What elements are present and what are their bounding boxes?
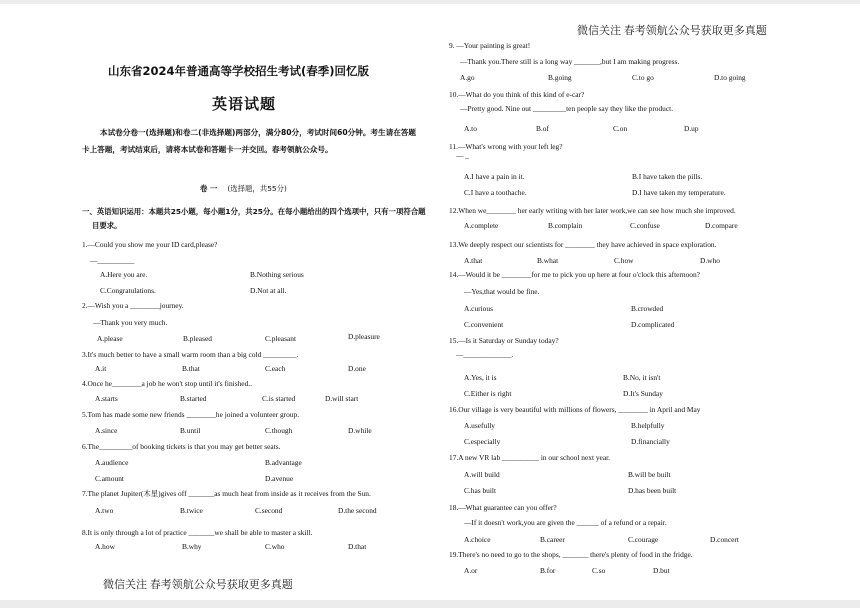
q6-option-b: B.advantage <box>265 458 302 467</box>
q14-option-c: C.convenient <box>464 320 504 329</box>
q2-option-b: B.pleased <box>183 334 212 343</box>
q11-option-c: C.I have a toothache. <box>464 188 527 197</box>
q8-option-c: C.who <box>265 542 285 551</box>
q16-option-c: C.especially <box>464 437 501 446</box>
q2-option-c: C.pleasant <box>265 334 296 343</box>
exam-subtitle: 英语试题 <box>212 95 277 113</box>
q4-option-d: D.will start <box>325 394 359 403</box>
q5-option-d: D.while <box>348 426 372 435</box>
exam-instructions: 本试卷分卷一(选择题)和卷二(非选择题)两部分，满分80分，考试时间60分钟。考生请在答题卡上答题，考试结束后，请将本试卷和答题卡一并交回。春考领航公众号。 <box>82 128 416 154</box>
q9-option-b: B.going <box>548 73 572 82</box>
q7-option-b: B.twice <box>180 506 203 515</box>
q3-option-a: A.it <box>95 364 107 373</box>
q12-option-c: C.confuse <box>630 221 660 230</box>
q3-option-c: C.each <box>265 364 286 373</box>
q13-option-b: B.what <box>537 256 559 265</box>
q12-stem: 12.When we________ her early writing with her later work,we can see how much she improved. <box>449 206 736 215</box>
watermark-top: 微信关注 春考领航公众号获取更多真题 <box>577 25 767 37</box>
q4-option-c: C.is started <box>262 394 296 403</box>
q11-blank: — _ <box>456 151 469 160</box>
q7-option-c: C.second <box>255 506 283 515</box>
scan-shade-bottom <box>0 600 860 608</box>
q14-reply: —Yes,that would be fine. <box>464 287 540 296</box>
q9-stem: 9. —Your painting is great! <box>449 41 531 50</box>
q16-option-d: D.financially <box>631 437 670 446</box>
q18-option-a: A.choice <box>464 535 491 544</box>
q2-option-a: A.please <box>97 334 123 343</box>
q8-option-a: A.how <box>95 542 115 551</box>
q2-stem: 2.—Wish you a ________journey. <box>82 301 184 310</box>
q6-stem: 6.The_________of booking tickets is that you may get better seats. <box>82 442 281 451</box>
q11-option-a: A.I have a pain in it. <box>464 172 525 181</box>
q13-option-d: D.who <box>700 256 720 265</box>
q7-stem: 7.The planet Jupiter(木星)gives off _______as much heat from inside as it receives from the Sun. <box>82 489 371 498</box>
q16-option-b: B.helpfully <box>631 421 665 430</box>
q10-option-a: A.to <box>464 124 477 133</box>
q13-option-a: A.that <box>464 256 483 265</box>
q3-option-b: B.that <box>182 364 200 373</box>
q11-option-b: B.I have taken the pills. <box>632 172 703 181</box>
q15-option-b: B.No, it isn't <box>623 373 661 382</box>
q3-stem: 3.It's much better to have a small warm room than a big cold _________. <box>82 350 299 359</box>
q8-stem: 8.It is only through a lot of practice _______we shall be able to master a skill. <box>82 528 313 537</box>
q19-option-d: D.but <box>653 566 670 575</box>
q1-option-a: A.Here you are. <box>100 270 148 279</box>
exam-title: 山东省2024年普通高等学校招生考试(春季)回忆版 <box>108 64 370 78</box>
q15-option-d: D.It's Sunday <box>623 389 663 398</box>
q9-option-c: C.to go <box>632 73 654 82</box>
q16-option-a: A.usefully <box>464 421 495 430</box>
q15-option-a: A.Yes, it is <box>464 373 497 382</box>
q6-option-c: C.amount <box>95 474 124 483</box>
q8-option-d: D.that <box>348 542 367 551</box>
q19-option-b: B.for <box>540 566 556 575</box>
q10-option-c: C.on <box>613 124 628 133</box>
q4-stem: 4.Once he________a job he won't stop until it's finished.. <box>82 379 252 388</box>
q6-option-d: D.avenue <box>265 474 294 483</box>
q1-stem: 1.—Could you show me your ID card,please? <box>82 240 218 249</box>
q1-option-c: C.Congratulations. <box>100 286 156 295</box>
q12-option-d: D.compare <box>705 221 738 230</box>
q6-option-a: A.audience <box>95 458 129 467</box>
q1-option-d: D.Not at all. <box>250 286 287 295</box>
section-label: 卷 一 <box>200 184 218 193</box>
q17-option-a: A.will build <box>464 470 500 479</box>
watermark-bottom: 微信关注 春考领航公众号获取更多真题 <box>103 579 293 591</box>
q17-option-b: B.will be built <box>628 470 671 479</box>
q10-stem: 10.—What do you think of this kind of e-car? <box>449 90 585 99</box>
section-note: (选择题，共55分) <box>227 184 287 193</box>
q1-blank: —__________ <box>90 256 135 265</box>
q19-option-a: A.or <box>464 566 478 575</box>
q7-option-a: A.two <box>95 506 114 515</box>
q9-option-d: D.to going <box>714 73 746 82</box>
q5-stem: 5.Tom has made some new friends ________he joined a volunteer group. <box>82 410 300 419</box>
q2-option-d: D.pleasure <box>348 332 380 341</box>
q18-stem: 18.—What guarantee can you offer? <box>449 503 557 512</box>
q14-stem: 14.—Would it be ________for me to pick you up here at four o'clock this afternoon? <box>449 270 700 279</box>
q14-option-d: D.complicated <box>631 320 675 329</box>
q12-option-b: B.complain <box>548 221 583 230</box>
q9-option-a: A.go <box>460 73 475 82</box>
q5-option-a: A.since <box>95 426 118 435</box>
q5-option-c: C.though <box>265 426 293 435</box>
q13-option-c: C.how <box>614 256 634 265</box>
q16-stem: 16.Our village is very beautiful with millions of flowers, ________ in April and May <box>449 405 701 414</box>
q14-option-b: B.crowded <box>631 304 664 313</box>
q9-reply: —Thank you.There still is a long way _______,but I am making progress. <box>460 57 680 66</box>
q19-stem: 19.There's no need to go to the shops, _______ there's plenty of food in the fridge. <box>449 550 693 559</box>
q18-reply: —If it doesn't work,you are given the ______ of a refund or a repair. <box>464 518 667 527</box>
q15-stem: 15.—Is it Saturday or Sunday today? <box>449 336 559 345</box>
q4-option-a: A.starts <box>95 394 118 403</box>
q2-reply: —Thank you very much. <box>93 318 168 327</box>
q5-option-b: B.until <box>180 426 201 435</box>
part-instructions: 一、英语知识运用：本题共25小题，每小题1分，共25分。在每小题给出的四个选项中，只有一项符合题目要求。 <box>82 207 426 230</box>
q18-option-c: C.courage <box>628 535 659 544</box>
q18-option-b: B.career <box>540 535 565 544</box>
scan-shade-top <box>0 0 860 4</box>
section-heading <box>200 178 287 196</box>
q17-option-d: D.has been built <box>628 486 677 495</box>
q10-option-b: B.of <box>536 124 549 133</box>
q10-option-d: D.up <box>684 124 699 133</box>
q3-option-d: D.one <box>348 364 366 373</box>
q12-option-a: A.complete <box>464 221 499 230</box>
q18-option-d: D.concert <box>710 535 739 544</box>
q14-option-a: A.curious <box>464 304 493 313</box>
q17-stem: 17.A new VR lab __________ in our school next year. <box>449 453 611 462</box>
q17-option-c: C.has built <box>464 486 497 495</box>
q4-option-b: B.started <box>180 394 207 403</box>
q10-reply: —Pretty good. Nine out _________ten people say they like the product. <box>460 104 674 113</box>
q7-option-d: D.the second <box>338 506 377 515</box>
q13-stem: 13.We deeply respect our scientists for ________ they have achieved in space exploration. <box>449 240 717 249</box>
q11-stem: 11.—What's wrong with your left leg? <box>449 142 563 151</box>
q8-option-b: B.why <box>182 542 202 551</box>
q11-option-d: D.I have taken my temperature. <box>632 188 726 197</box>
q19-option-c: C.so <box>592 566 606 575</box>
q15-option-c: C.Either is right <box>464 389 512 398</box>
q1-option-b: B.Nothing serious <box>250 270 304 279</box>
q15-blank: —_____________. <box>456 350 514 359</box>
